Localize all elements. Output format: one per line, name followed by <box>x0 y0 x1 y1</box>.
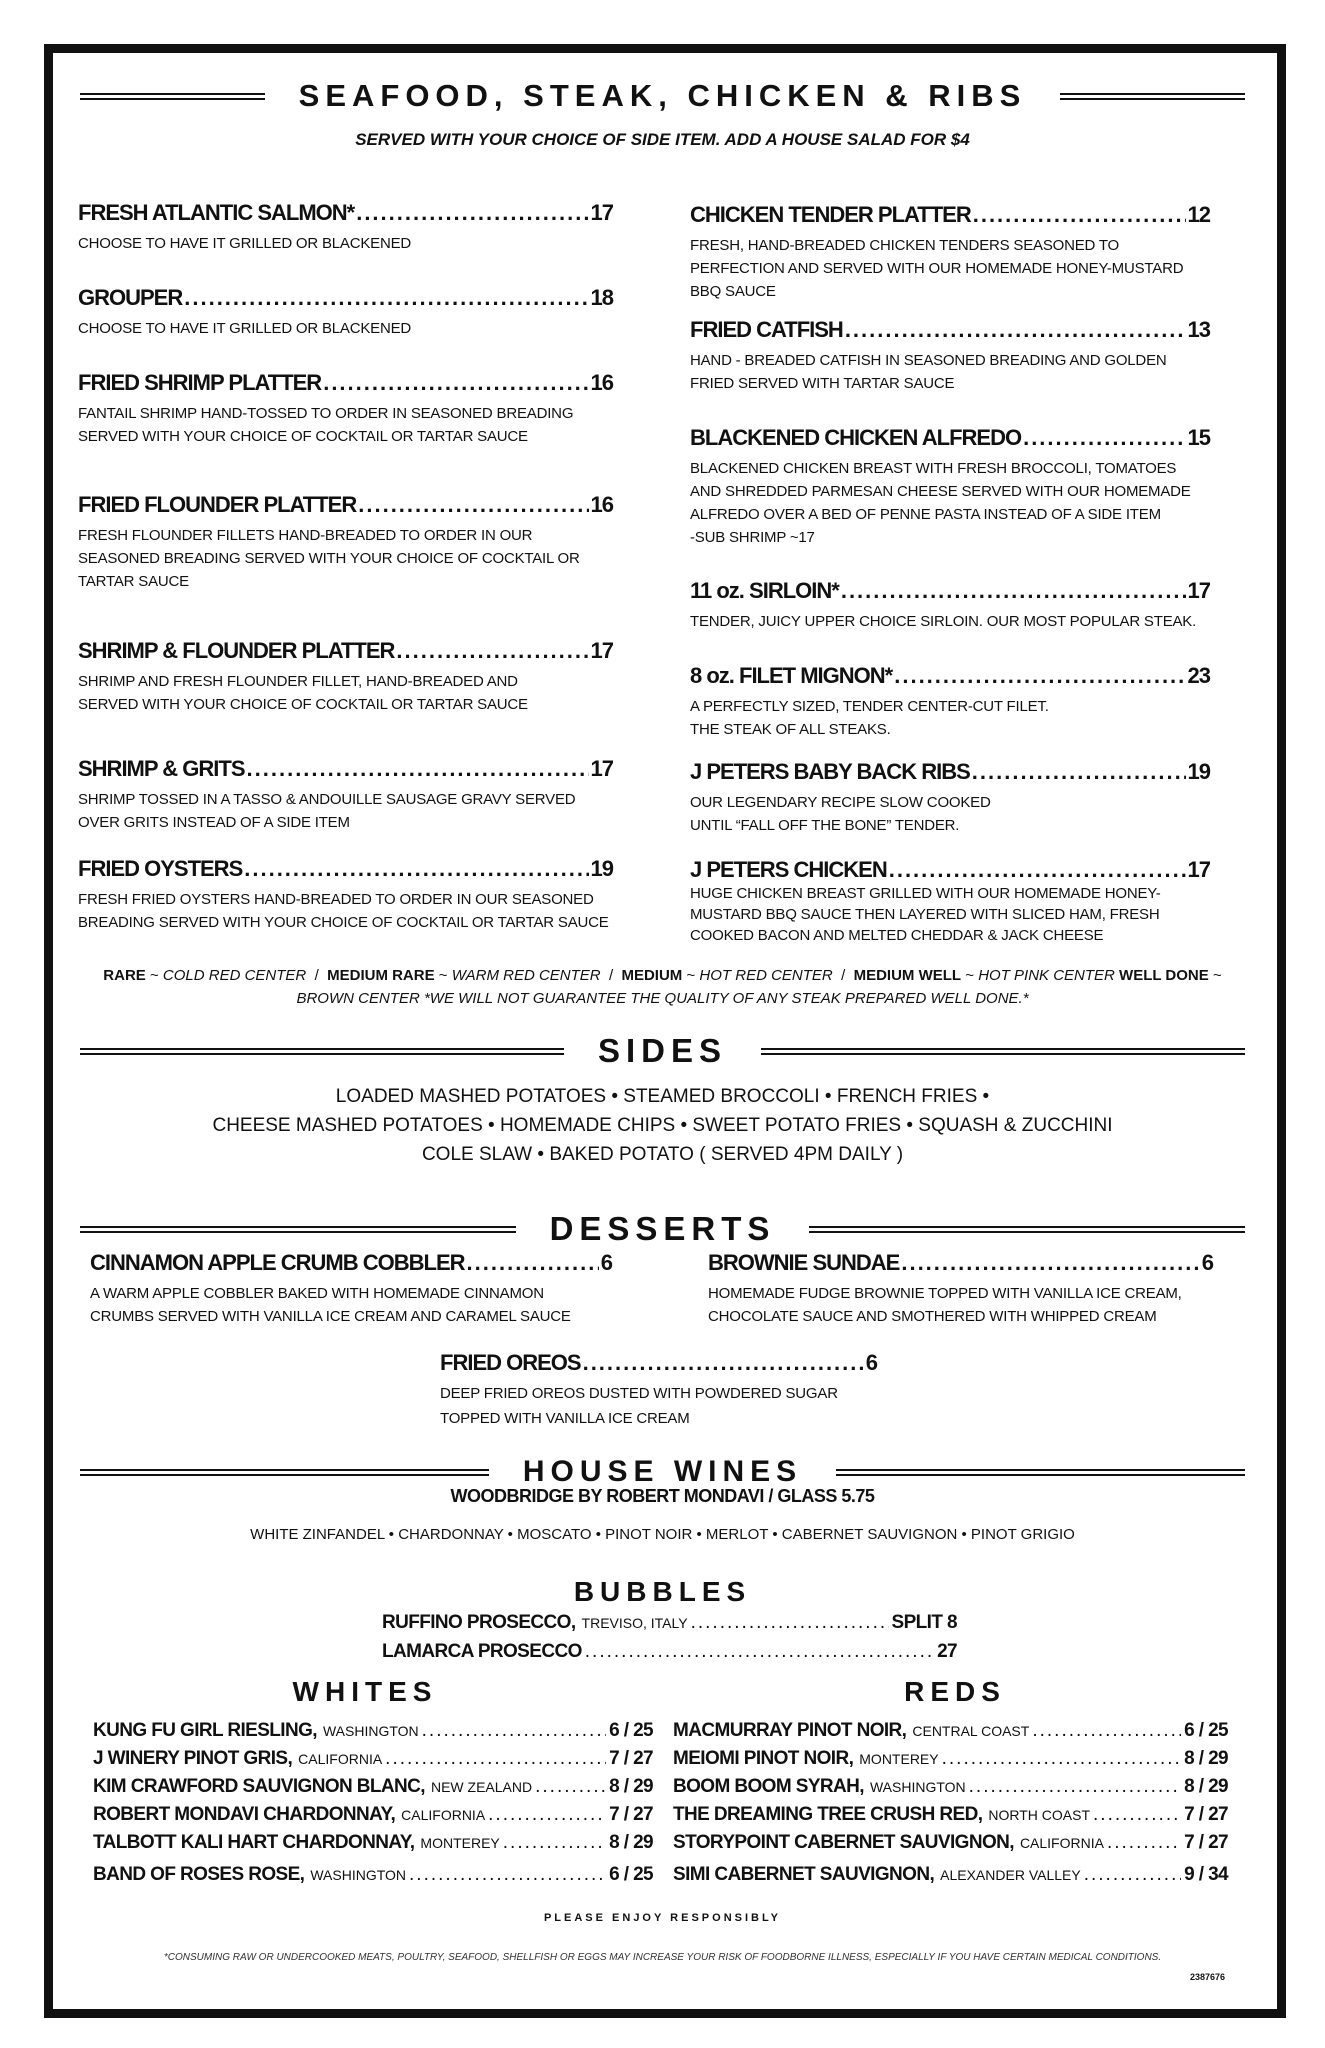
wine-region: WASHINGTON <box>310 1867 407 1883</box>
item-price: 23 <box>1187 663 1210 688</box>
item-name: SHRIMP & GRITS <box>78 756 245 781</box>
sides-header <box>80 1032 1245 1070</box>
wine-price: 8 / 29 <box>609 1832 653 1853</box>
item-desc: A PERFECTLY SIZED, TENDER CENTER-CUT FILET. <box>690 698 1049 715</box>
item-name: J PETERS BABY BACK RIBS <box>690 759 970 784</box>
menu-item <box>690 663 1210 741</box>
wine-name: BAND OF ROSES ROSE, <box>93 1864 305 1885</box>
item-desc: FRESH FLOUNDER FILLETS HAND-BREADED TO ORDER IN OUR SEASONED BREADING SERVED WITH YOUR CHOICE OF COCKTAIL OR TARTAR SAUCE <box>78 527 580 590</box>
wine-region: WASHINGTON <box>322 1723 419 1739</box>
item-desc: FRESH, HAND-BREADED CHICKEN TENDERS SEASONED TO PERFECTION AND SERVED WITH OUR HOMEMADE HONEY-MUSTARD BBQ SAUCE <box>690 237 1184 300</box>
item-price: 19 <box>1187 759 1210 784</box>
wine-name: MACMURRAY PINOT NOIR, <box>673 1720 907 1741</box>
wine-name: J WINERY PINOT GRIS, <box>93 1748 293 1769</box>
temp-desc: WARM RED CENTER <box>451 967 601 984</box>
item-extra: -SUB SHRIMP ~17 <box>690 529 815 546</box>
item-name: SHRIMP & FLOUNDER PLATTER <box>78 638 395 663</box>
temp-label: MEDIUM RARE <box>327 967 435 984</box>
wine-name: MEIOMI PINOT NOIR, <box>673 1748 854 1769</box>
wine-price: 7 / 27 <box>609 1748 653 1769</box>
menu-item <box>78 370 613 448</box>
wine-item <box>673 1776 1228 1798</box>
item-desc: SHRIMP TOSSED IN A TASSO & ANDOUILLE SAUSAGE GRAVY SERVED OVER GRITS INSTEAD OF A SIDE ITEM <box>78 791 576 831</box>
seafood-header <box>80 78 1245 114</box>
wine-name: RUFFINO PROSECCO, <box>382 1612 576 1633</box>
menu-item <box>78 756 613 834</box>
wine-price: 27 <box>937 1641 957 1662</box>
item-name: 11 oz. SIRLOIN* <box>690 578 839 603</box>
temp-desc: HOT RED CENTER <box>699 967 833 984</box>
item-desc: TENDER, JUICY UPPER CHOICE SIRLOIN. OUR MOST POPULAR STEAK. <box>690 613 1197 630</box>
item-desc: A WARM APPLE COBBLER BAKED WITH HOMEMADE CINNAMON CRUMBS SERVED WITH VANILLA ICE CREAM AND CARAMEL SAUCE <box>90 1285 571 1325</box>
item-desc: HOMEMADE FUDGE BROWNIE TOPPED WITH VANILLA ICE CREAM, CHOCOLATE SAUCE AND SMOTHERED WITH WHIPPED CREAM <box>708 1285 1182 1325</box>
sides-line: CHEESE MASHED POTATOES • HOMEMADE CHIPS • SWEET POTATO FRIES • SQUASH & ZUCCHINI <box>212 1115 1113 1136</box>
wine-region: WASHINGTON <box>869 1779 966 1795</box>
temp-label: MEDIUM WELL <box>853 967 962 984</box>
wine-item <box>93 1804 653 1826</box>
wine-price: 8 / 29 <box>609 1776 653 1797</box>
menu-item <box>78 285 613 340</box>
item-desc: CHOOSE TO HAVE IT GRILLED OR BLACKENED <box>78 320 412 337</box>
item-name: BLACKENED CHICKEN ALFREDO <box>690 425 1022 450</box>
item-name: J PETERS CHICKEN <box>690 857 887 882</box>
item-price: 13 <box>1187 317 1210 342</box>
item-name: CHICKEN TENDER PLATTER <box>690 202 971 227</box>
item-name: CINNAMON APPLE CRUMB COBBLER <box>90 1250 465 1275</box>
menu-item <box>440 1350 877 1430</box>
menu-item <box>90 1250 612 1328</box>
wine-item <box>673 1864 1228 1886</box>
item-price: 18 <box>590 285 613 310</box>
reds-title: REDS <box>904 1676 1006 1707</box>
item-price: 17 <box>590 200 613 225</box>
menu-item <box>708 1250 1213 1328</box>
temp-desc: HOT PINK CENTER <box>978 967 1115 984</box>
item-name: 8 oz. FILET MIGNON* <box>690 663 893 688</box>
item-extra: UNTIL “FALL OFF THE BONE” TENDER. <box>690 817 960 834</box>
wine-item <box>93 1748 653 1770</box>
wine-price: 9 / 34 <box>1184 1864 1228 1885</box>
item-extra: THE STEAK OF ALL STEAKS. <box>690 721 891 738</box>
item-price: 16 <box>590 370 613 395</box>
house-wines-title: HOUSE WINES <box>522 1455 803 1488</box>
item-name: FRIED OYSTERS <box>78 856 243 881</box>
item-desc: OUR LEGENDARY RECIPE SLOW COOKED <box>690 794 991 811</box>
item-desc: DEEP FRIED OREOS DUSTED WITH POWDERED SUGAR <box>440 1385 838 1402</box>
item-name: GROUPER <box>78 285 183 310</box>
item-desc: FANTAIL SHRIMP HAND-TOSSED TO ORDER IN SEASONED BREADING SERVED WITH YOUR CHOICE OF COCKTAIL OR TARTAR SAUCE <box>78 405 574 445</box>
house-wines-list: WHITE ZINFANDEL • CHARDONNAY • MOSCATO • PINOT NOIR • MERLOT • CABERNET SAUVIGNON • PINOT GRIGIO <box>250 1526 1075 1543</box>
wine-price: 6 / 25 <box>609 1720 653 1741</box>
house-wines-subtitle: WOODBRIDGE BY ROBERT MONDAVI / GLASS 5.75 <box>450 1486 875 1506</box>
item-name: FRIED FLOUNDER PLATTER <box>78 492 357 517</box>
sides-title: SIDES <box>597 1032 728 1069</box>
item-desc: SHRIMP AND FRESH FLOUNDER FILLET, HAND-BREADED AND SERVED WITH YOUR CHOICE OF COCKTAIL OR TARTAR SAUCE <box>78 673 528 713</box>
menu-item <box>78 638 613 716</box>
wine-price: 8 / 29 <box>1184 1748 1228 1769</box>
wine-region: MONTEREY <box>859 1751 939 1767</box>
wine-item <box>93 1776 653 1798</box>
enjoy-responsibly: PLEASE ENJOY RESPONSIBLY <box>543 1912 782 1924</box>
temp-label: WELL DONE <box>1119 967 1209 984</box>
wine-region: NEW ZEALAND <box>430 1779 533 1795</box>
item-desc: FRESH FRIED OYSTERS HAND-BREADED TO ORDER IN OUR SEASONED BREADING SERVED WITH YOUR CHOICE OF COCKTAIL OR TARTAR SAUCE <box>78 891 609 931</box>
steak-temps: RARE ~ COLD RED CENTER / MEDIUM RARE ~ WARM RED CENTER / MEDIUM ~ HOT RED CENTER / MEDIUM WELL ~ HOT PINK CENTER WELL DONE ~ BROWN CENTER *WE WILL NOT GUARANTEE THE QUALITY OF ANY STEAK PREPARED WELL DONE.* <box>103 967 1222 1007</box>
wine-name: LAMARCA PROSECCO <box>382 1641 582 1662</box>
wine-name: BOOM BOOM SYRAH, <box>673 1776 864 1797</box>
item-price: 17 <box>1187 857 1210 882</box>
whites-title: WHITES <box>292 1676 438 1707</box>
wine-region: MONTEREY <box>420 1835 500 1851</box>
wine-name: TALBOTT KALI HART CHARDONNAY, <box>93 1832 415 1853</box>
wine-region: ALEXANDER VALLEY <box>940 1867 1081 1883</box>
wine-name: THE DREAMING TREE CRUSH RED, <box>673 1804 983 1825</box>
item-name: FRIED SHRIMP PLATTER <box>78 370 322 395</box>
wine-name: STORYPOINT CABERNET SAUVIGNON, <box>673 1832 1014 1853</box>
wine-name: ROBERT MONDAVI CHARDONNAY, <box>93 1804 396 1825</box>
wine-price: 7 / 27 <box>1184 1832 1228 1853</box>
menu-code: 2387676 <box>1190 1972 1226 1982</box>
wine-item <box>382 1612 957 1634</box>
wine-item <box>93 1832 653 1854</box>
seafood-subtitle: SERVED WITH YOUR CHOICE OF SIDE ITEM. ADD A HOUSE SALAD FOR $4 <box>355 130 970 149</box>
item-price: 6 <box>865 1350 877 1375</box>
sides-list <box>80 1082 1245 1169</box>
temp-desc: BROWN CENTER *WE WILL NOT GUARANTEE THE QUALITY OF ANY STEAK PREPARED WELL DONE.* <box>296 990 1029 1007</box>
item-price: 6 <box>600 1250 612 1275</box>
wine-region: NORTH COAST <box>988 1807 1091 1823</box>
item-price: 6 <box>1201 1250 1213 1275</box>
wine-price: 6 / 25 <box>1184 1720 1228 1741</box>
wine-price: 8 / 29 <box>1184 1776 1228 1797</box>
menu-item <box>690 759 1210 837</box>
menu-item <box>690 317 1210 395</box>
wine-name: SIMI CABERNET SAUVIGNON, <box>673 1864 935 1885</box>
item-price: 19 <box>590 856 613 881</box>
wine-region: CENTRAL COAST <box>912 1723 1030 1739</box>
desserts-header <box>80 1210 1245 1248</box>
temp-label: MEDIUM <box>621 967 683 984</box>
item-desc: CHOOSE TO HAVE IT GRILLED OR BLACKENED <box>78 235 412 252</box>
wine-item <box>382 1641 957 1663</box>
seafood-title: SEAFOOD, STEAK, CHICKEN & RIBS <box>298 78 1027 113</box>
item-extra: TOPPED WITH VANILLA ICE CREAM <box>440 1410 690 1427</box>
wine-price: 7 / 27 <box>609 1804 653 1825</box>
menu-item <box>690 857 1210 946</box>
wine-item <box>93 1720 653 1742</box>
menu-item <box>690 425 1210 549</box>
wine-price: SPLIT 8 <box>891 1612 957 1633</box>
menu-item <box>78 200 613 255</box>
temp-desc: COLD RED CENTER <box>162 967 307 984</box>
wine-item <box>673 1832 1228 1854</box>
menu-item <box>690 202 1210 303</box>
item-desc: HUGE CHICKEN BREAST GRILLED WITH OUR HOMEMADE HONEY-MUSTARD BBQ SAUCE THEN LAYERED WITH SLICED HAM, FRESH COOKED BACON AND MELTED CHEDDAR & JACK CHEESE <box>690 885 1161 944</box>
item-desc: HAND - BREADED CATFISH IN SEASONED BREADING AND GOLDEN FRIED SERVED WITH TARTAR SAUCE <box>690 352 1167 392</box>
disclaimer: *CONSUMING RAW OR UNDERCOOKED MEATS, POULTRY, SEAFOOD, SHELLFISH OR EGGS MAY INCREASE YOUR RISK OF FOODBORNE ILLNESS, ESPECIALLY IF YOU HAVE CERTAIN MEDICAL CONDITIONS. <box>163 1952 1162 1963</box>
menu-item <box>78 492 613 593</box>
wine-name: KIM CRAWFORD SAUVIGNON BLANC, <box>93 1776 425 1797</box>
wine-region: CALIFORNIA <box>298 1751 383 1767</box>
item-name: BROWNIE SUNDAE <box>708 1250 900 1275</box>
wine-price: 7 / 27 <box>1184 1804 1228 1825</box>
bubbles-title: BUBBLES <box>573 1576 752 1607</box>
menu-item <box>690 578 1210 633</box>
item-price: 15 <box>1187 425 1210 450</box>
wine-item <box>673 1720 1228 1742</box>
wine-item <box>93 1864 653 1886</box>
item-price: 17 <box>590 756 613 781</box>
wine-region: TREVISO, ITALY <box>581 1615 688 1631</box>
sides-line: LOADED MASHED POTATOES • STEAMED BROCCOLI • FRENCH FRIES • <box>335 1086 990 1107</box>
wine-price: 6 / 25 <box>609 1864 653 1885</box>
item-price: 17 <box>590 638 613 663</box>
desserts-title: DESSERTS <box>549 1210 776 1247</box>
wine-item <box>673 1804 1228 1826</box>
wine-name: KUNG FU GIRL RIESLING, <box>93 1720 317 1741</box>
wine-region: CALIFORNIA <box>1019 1835 1104 1851</box>
wine-region: CALIFORNIA <box>401 1807 486 1823</box>
item-price: 16 <box>590 492 613 517</box>
wine-item <box>673 1748 1228 1770</box>
temp-label: RARE <box>103 967 146 984</box>
item-name: FRIED CATFISH <box>690 317 843 342</box>
item-desc: BLACKENED CHICKEN BREAST WITH FRESH BROCCOLI, TOMATOES AND SHREDDED PARMESAN CHEESE SERVED WITH OUR HOMEMADE ALFREDO OVER A BED OF PENNE PASTA INSTEAD OF A SIDE ITEM <box>690 460 1191 523</box>
menu-item <box>78 856 613 934</box>
sides-line: COLE SLAW • BAKED POTATO ( SERVED 4PM DAILY ) <box>421 1144 904 1165</box>
item-price: 12 <box>1187 202 1210 227</box>
item-name: FRESH ATLANTIC SALMON* <box>78 200 355 225</box>
item-name: FRIED OREOS <box>440 1350 581 1375</box>
house-wines-header <box>80 1455 1245 1489</box>
item-price: 17 <box>1187 578 1210 603</box>
